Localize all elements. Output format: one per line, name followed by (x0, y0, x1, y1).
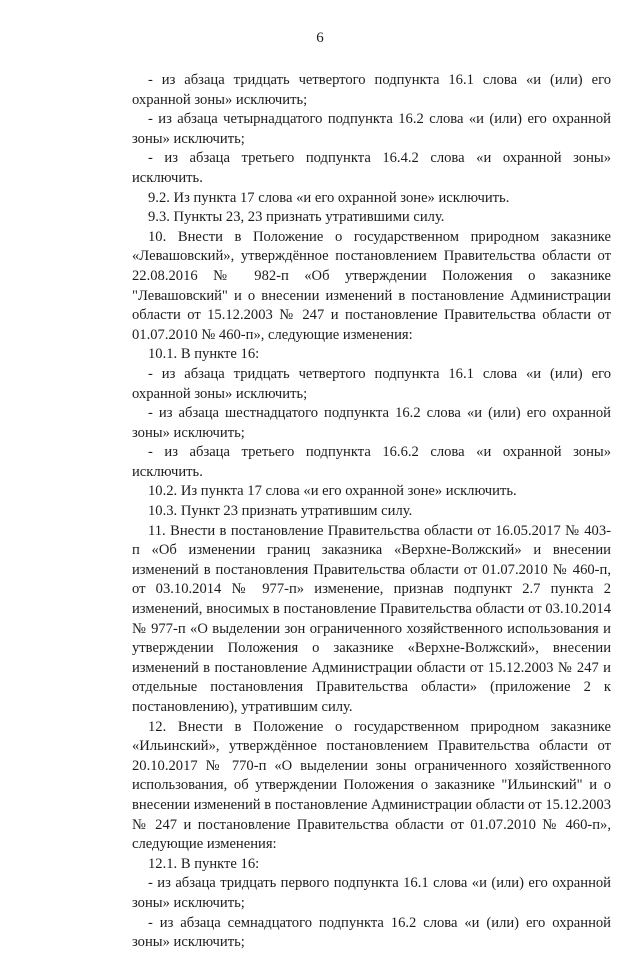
paragraph: 10.2. Из пункта 17 слова «и его охранной зоне» исключить. (148, 483, 517, 500)
paragraph: 10.3. Пункт 23 признать утратившим силу. (148, 503, 413, 520)
paragraph: 12.1. В пункте 16: (148, 855, 260, 872)
paragraph: - из абзаца четырнадцатого подпункта 16.2 слова «и (или) его охранной зоны» исключить; (132, 111, 611, 147)
paragraph: 10.1. В пункте 16: (148, 346, 260, 363)
paragraph: 10. Внести в Положение о государственном природном заказнике «Левашовский», утверждённое постановлением Правительства области от 22.08.2016 № 982-п «Об утверждении Положения о заказнике "Левашовский" и о внесении изменений в постановление Администрации области от 15.12.2003 № 247 и постановление Правительства области от 01.07.2010 № 460-п», следующие изменения: (132, 228, 611, 343)
paragraph: - из абзаца тридцать четвертого подпункта 16.1 слова «и (или) его охранной зоны» исключить; (132, 72, 611, 108)
paragraph: - из абзаца третьего подпункта 16.4.2 слова «и охранной зоны» исключить. (132, 150, 611, 186)
paragraph: 11. Внести в постановление Правительства области от 16.05.2017 № 403-п «Об изменении границ заказника «Верхне-Волжский» и внесении изменений в постановления Правительства области от 01.07.2010 № 460-п, от 03.10.2014 № 977-п» изменение, признав подпункт 2.7 пункта 2 изменений, вносимых в постановление Правительства области от 03.10.2014 № 977-п «О выделении зон ограниченного хозяйственного использования и утверждении Положения о заказнике «Верхне-Волжский», внесении изменений в постановление Администрации области от 15.12.2003 № 247 и отдельные постановления Правительства области» (приложение 2 к постановлению), утратившим силу. (132, 522, 611, 715)
paragraph: 9.2. Из пункта 17 слова «и его охранной зоне» исключить. (148, 189, 510, 206)
paragraph: - из абзаца тридцать первого подпункта 16.1 слова «и (или) его охранной зоны» исключить; (132, 875, 611, 911)
paragraph: 12. Внести в Положение о государственном природном заказнике «Ильинский», утверждённое постановлением Правительства области от 20.10.2017 № 770-п «О выделении зоны ограниченного хозяйственного использования, об утверждении Положения о заказнике "Ильинский" и о внесении изменений в постановление Администрации области от 15.12.2003 № 247 и постановление Правительства области от 01.07.2010 № 460-п», следующие изменения: (132, 718, 611, 853)
page-number: 6 (316, 30, 324, 46)
paragraph: - из абзаца третьего подпункта 16.6.2 слова «и охранной зоны» исключить. (132, 444, 611, 480)
paragraph: 9.3. Пункты 23, 23 признать утратившими силу. (148, 209, 445, 226)
paragraph: - из абзаца тридцать четвертого подпункта 16.1 слова «и (или) его охранной зоны» исключить; (132, 365, 611, 402)
document-body (132, 71, 611, 953)
paragraph: - из абзаца шестнадцатого подпункта 16.2 слова «и (или) его охранной зоны» исключить; (132, 405, 611, 441)
paragraph: - из абзаца семнадцатого подпункта 16.2 слова «и (или) его охранной зоны» исключить; (132, 914, 611, 951)
